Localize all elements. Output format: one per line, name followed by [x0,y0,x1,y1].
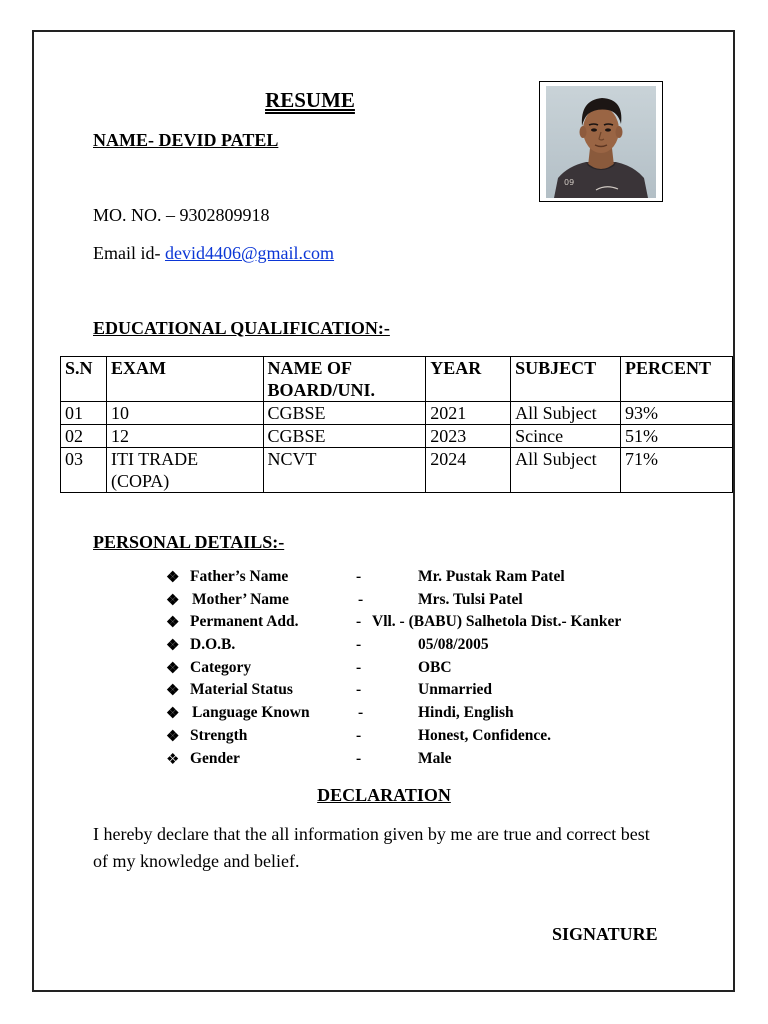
table-cell: CGBSE [263,425,426,448]
list-item [166,750,686,773]
detail-dash: - [356,658,362,676]
diamond-bullet-icon: ❖ [166,728,180,745]
detail-dash: - [356,749,362,767]
diamond-bullet-icon: ❖ [166,615,180,632]
detail-dash: - [356,636,362,654]
detail-value: Hindi, English [418,704,514,722]
diamond-bullet-icon: ❖ [166,660,180,677]
header-sn: S.N [61,357,107,402]
detail-dash: - [358,704,364,722]
detail-label: Category [190,658,252,676]
table-cell: ITI TRADE (COPA) [106,448,263,493]
personal-details-list [166,568,686,772]
declaration-heading: DECLARATION [317,785,451,805]
detail-label: Language Known [192,704,310,722]
detail-label: Permanent Add. [190,613,299,631]
personal-details-heading: PERSONAL DETAILS:- [93,532,285,552]
table-cell: CGBSE [263,402,426,425]
detail-value: 05/08/2005 [418,636,489,654]
email-line [93,243,334,264]
diamond-bullet-icon: ❖ [166,683,180,700]
profile-photo [546,86,656,198]
list-item [166,591,686,614]
education-table [60,356,733,493]
table-cell: 03 [61,448,107,493]
table-cell: 93% [621,402,733,425]
detail-dash: - [356,568,362,585]
detail-value: Mr. Pustak Ram Patel [418,568,565,585]
header-board: NAME OF BOARD/UNI. [263,357,426,402]
email-label: Email id- [93,243,165,263]
table-cell: NCVT [263,448,426,493]
list-item [166,613,686,636]
email-link[interactable]: devid4406@gmail.com [164,243,335,263]
detail-value: Vll. - (BABU) Salhetola Dist.- Kanker [372,613,622,631]
diamond-bullet-icon: ❖ [166,706,180,723]
detail-dash: - [356,613,362,631]
detail-dash: - [356,681,362,699]
detail-label: Strength [190,726,248,744]
diamond-bullet-icon: ❖ [166,751,180,768]
table-cell: 2023 [426,425,511,448]
table-cell: 71% [621,448,733,493]
list-item [166,659,686,682]
detail-value: Unmarried [418,681,493,699]
detail-label: Mother’ Name [192,590,289,608]
resume-title: RESUME [265,88,355,112]
header-year: YEAR [426,357,511,402]
candidate-name: NAME- DEVID PATEL [93,130,279,150]
detail-dash: - [358,590,364,608]
table-cell: 01 [61,402,107,425]
table-cell: All Subject [511,448,621,493]
table-cell: 12 [106,425,263,448]
table-cell: Scince [511,425,621,448]
detail-dash: - [356,726,362,744]
declaration-text: I hereby declare that the all information given by me are true and correct best of my knowledge and belief. [93,824,650,871]
table-cell: 02 [61,425,107,448]
shirt-print: 09 [564,178,575,187]
detail-value: OBC [418,658,452,676]
table-cell: 51% [621,425,733,448]
header-subject: SUBJECT [511,357,621,402]
diamond-bullet-icon: ❖ [166,638,180,655]
table-row [61,448,733,493]
detail-value: Male [418,749,452,767]
detail-label: Father’s Name [190,568,289,585]
signature-label: SIGNATURE [552,924,658,944]
table-cell: All Subject [511,402,621,425]
diamond-bullet-icon: ❖ [166,592,180,609]
table-cell: 10 [106,402,263,425]
profile-photo-frame [539,81,663,202]
list-item [166,704,686,727]
detail-value: Honest, Confidence. [418,726,552,744]
detail-label: Material Status [190,681,293,699]
education-heading: EDUCATIONAL QUALIFICATION:- [93,318,390,338]
header-percent: PERCENT [621,357,733,402]
list-item [166,681,686,704]
detail-label: Gender [190,749,240,767]
header-exam: EXAM [106,357,263,402]
table-header-row [61,357,733,402]
list-item [166,636,686,659]
diamond-bullet-icon: ❖ [166,570,180,586]
mobile-number: MO. NO. – 9302809918 [93,205,270,225]
detail-label: D.O.B. [190,636,236,654]
table-row [61,425,733,448]
list-item [166,568,686,591]
table-row [61,402,733,425]
table-cell: 2024 [426,448,511,493]
detail-value: Mrs. Tulsi Patel [418,590,523,608]
table-cell: 2021 [426,402,511,425]
list-item [166,727,686,750]
